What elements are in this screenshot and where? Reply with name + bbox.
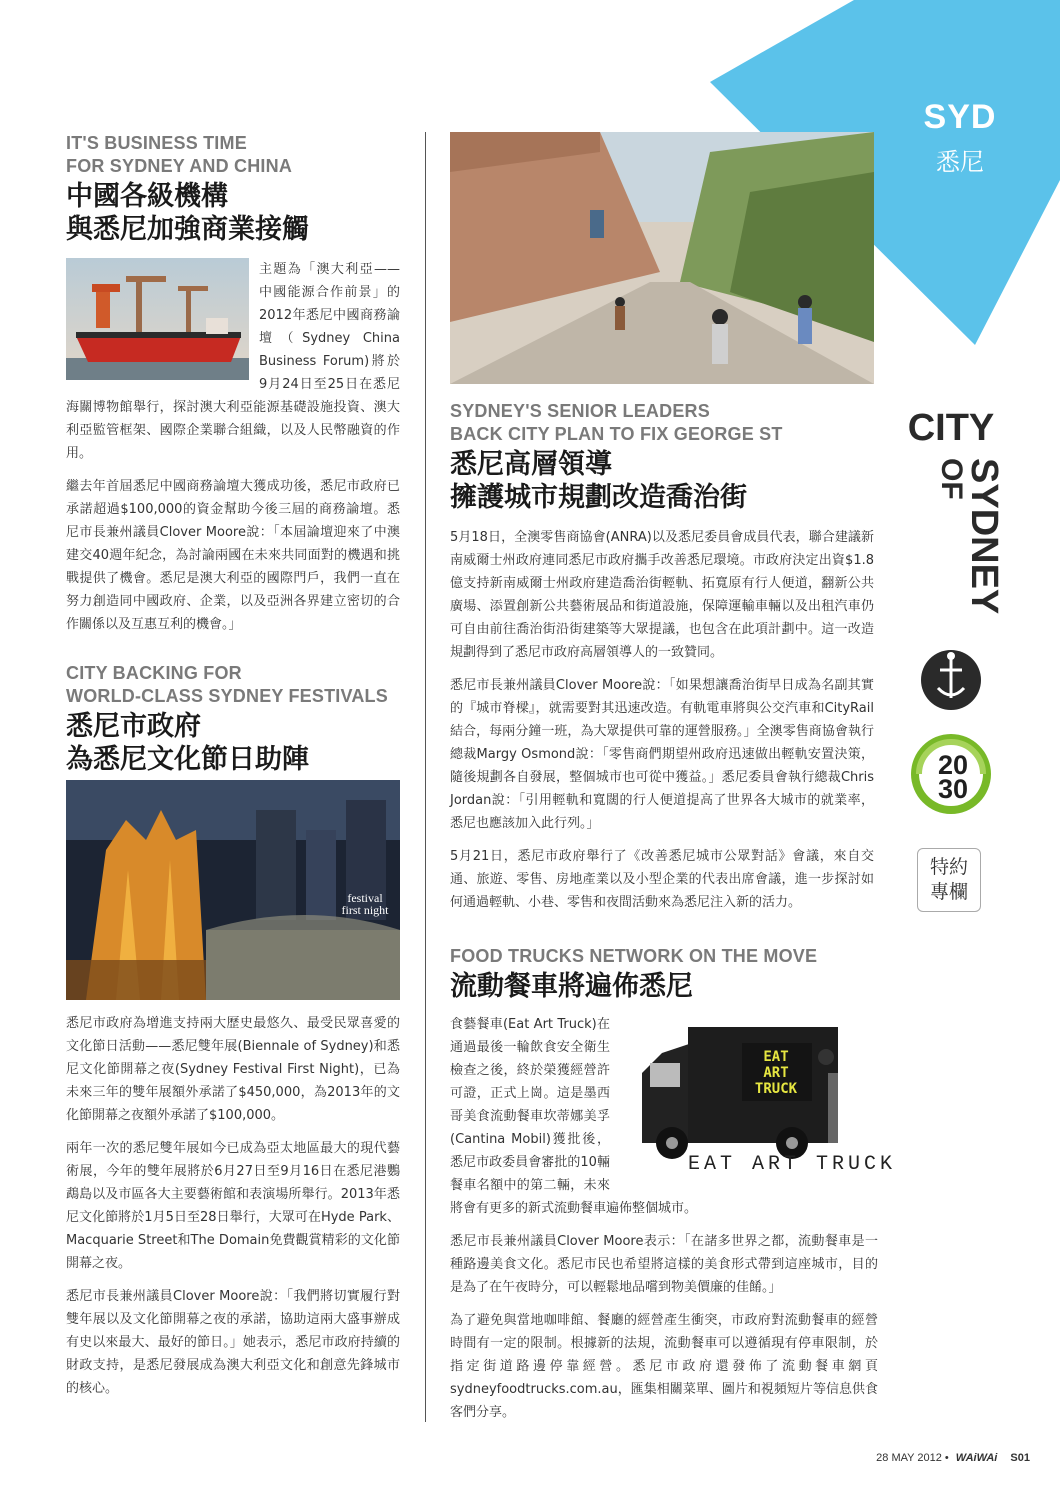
article-kicker: CITY BACKING FOR WORLD-CLASS SYDNEY FESTIVALS [66, 663, 388, 706]
logo-of: OF [935, 458, 968, 500]
article-business-time [66, 132, 400, 646]
footer-separator: • [944, 1452, 949, 1464]
truck-text-eat: EAT [763, 1049, 789, 1065]
article-headline: 悉尼高層領導 擁護城市規劃改造喬治街 [450, 449, 747, 513]
logo-sydney: SYDNEY [963, 458, 1005, 615]
article-body: 5月18日，全澳零售商協會(ANRA)以及悉尼委員會成員代表，聯合建議新南威爾士州政府連同悉尼市政府攜手改善悉尼環境。市政府決定出資$1.8億支持新南威爾士州政府建造喬治街輕軌、拓寬原有行人便道，翻新公共廣場、添置創新公共藝術展品和街道設施，保障運輸車輛以及出租汽車仍可自由前往喬治街沿街建築等大眾提議，也包含在此項計劃中。這一改造規劃得到了悉尼市政府高層領導人的一致贊同。 悉尼市長兼州議員Clover Moore說：「如果想讓喬治街早日成為名副其實的『城市脊樑』，就需要對其迅速改造。有軌電車將與公交汽車和CityRail結合，每兩分鐘一班，為大眾提供可靠的運營服務。」全澳零售商協會執行總裁Margy Osmond說：「零售商們期望州政府迅速做出輕軌安置決策，隨後規劃各自發展，整個城市也可從中獲益。」悉尼委員會執行總裁Chris Jordan說：「引用輕軌和寬闊的行人便道提高了世界各大城市的就業率，悉尼也應該加入此行列。」 5月21日，悉尼市政府舉行了《改善悉尼城市公眾對話》會議，來自交通、旅遊、零售、房地產業以及小型企業的代表出席會議，進一步探討如何通過輕軌、小巷、零售和夜間活動來為悉尼注入新的活力。 [450, 530, 874, 910]
article-festivals [66, 662, 400, 776]
festival-night-photo [66, 780, 400, 1000]
article-kicker: FOOD TRUCKS NETWORK ON THE MOVE [450, 946, 818, 966]
column-divider [425, 132, 426, 1422]
sustainable-sydney-2030-logo [906, 728, 996, 820]
truck-text-truck: TRUCK [754, 1081, 798, 1097]
logo-2030-top: 20 [937, 750, 969, 780]
section-label-zh: 悉尼 [936, 148, 984, 176]
city-of-sydney-logo [907, 398, 1005, 718]
article-headline: 中國各級機構 與悉尼加強商業接觸 [66, 181, 309, 245]
special-column-tag: 特約 專欄 [917, 848, 981, 912]
article-body: 悉尼市政府為增進支持兩大歷史最悠久、最受民眾喜愛的文化節日活動——悉尼雙年展(Biennale of Sydney)和悉尼文化節開幕之夜(Sydney Festival First Night)，已為未來三年的雙年展額外承諾了$450,000，為2013年的文化節開幕之夜額外承諾了$100,000。 兩年一次的悉尼雙年展如今已成為亞太地區最大的現代藝術展，今年的雙年展將於6月27日至9月16日在悉尼港鸚鵡島以及市區各大主要藝術館和表演場所舉行。2013年悉尼文化節將於1月5日至28日舉行，大眾可在Hyde Park、Macquarie Street和The Domain免費觀賞精彩的文化節開幕之夜。 悉尼市長兼州議員Clover Moore說：「我們將切實履行對雙年展以及文化節開幕之夜的承諾，協助這兩大盛事辦成有史以來最大、最好的節日。」她表示，悉尼市政府持續的財政支持，是悉尼發展成為澳大利亞文化和創意先鋒城市的核心。 [66, 1016, 400, 1396]
page-number: S01 [1010, 1452, 1030, 1464]
article-headline: 悉尼市政府 為悉尼文化節日助陣 [66, 711, 309, 775]
page-footer [876, 1452, 1030, 1464]
article-food-trucks [450, 945, 897, 1434]
article-george-street [450, 400, 874, 924]
truck-text-art: ART [763, 1065, 789, 1081]
festival-badge: festival first night [341, 891, 389, 917]
truck-caption: EAT ART TRUCK [687, 1153, 897, 1176]
logo-city: CITY [907, 407, 995, 449]
food-truck-illustration [622, 1013, 897, 1176]
article-body: 主題為「澳大利亞——中國能源合作前景」的2012年悉尼中國商務論壇（Sydney China Business Forum)將於9月24日至25日在悉尼海關博物館舉行，探討澳大利亞能源基礎設施投資、澳大利亞監管框架、國際企業聯合組織，以及人民幣融資的作用。 繼去年首屆悉尼中國商務論壇大獲成功後，悉尼市政府已承諾超過$100,000的資金幫助今後三屆的商務論壇。悉尼市長兼州議員Clover Moore說：「本屆論壇迎來了中澳建交40週年紀念，為討論兩國在未來共同面對的機遇和挑戰提供了機會。悉尼是澳大利亞的國際門戶，我們一直在努力創造同中國政府、企業，以及亞洲各界建立密切的合作關係以及互惠互利的機會。」 [66, 258, 400, 636]
article-kicker: SYDNEY'S SENIOR LEADERS BACK CITY PLAN TO FIX GEORGE ST [450, 401, 783, 444]
logo-2030-bottom: 30 [937, 774, 969, 804]
george-street-rendering [450, 132, 874, 384]
magazine-logo: WAiWAi [955, 1452, 998, 1464]
cargo-ship-photo [66, 258, 249, 380]
section-label-en: SYD [923, 98, 997, 136]
article-kicker: IT'S BUSINESS TIME FOR SYDNEY AND CHINA [66, 133, 293, 176]
footer-date: 28 MAY 2012 [876, 1452, 942, 1464]
article-body: EAT ART TRUCK EAT ART TRUCK 食藝餐車(Eat Art Truck)在通過最後一輪飲食安全衛生檢查之後，終於榮獲經營許可證，正式上崗。這是墨西哥美食流動餐車坎蒂娜美孚(Cantina Mobil)獲批後，悉尼市政委員會審批的10輛餐車名額中的第二輛，未來將會有更多的新式流動餐車遍佈整個城市。 悉尼市長兼州議員Clover Moore表示：「在諸多世界之都，流動餐車是一種路邊美食文化。悉尼市民也希望將這樣的美食形式帶到這座城市，目的是為了在午夜時分，可以輕鬆地品嚐到物美價廉的佳餚。」 為了避免與當地咖啡館、餐廳的經營產生衝突，市政府對流動餐車的經營時間有一定的限制。根據新的法規，流動餐車可以遵循現有停車限制，於指定街道路邊停靠經營。悉尼市政府還發佈了流動餐車網頁sydneyfoodtrucks.com.au，匯集相關菜單、圖片和視頻短片等信息供食客們分享。 [450, 1013, 878, 1424]
article-headline: 流動餐車將遍佈悉尼 [450, 971, 693, 1002]
